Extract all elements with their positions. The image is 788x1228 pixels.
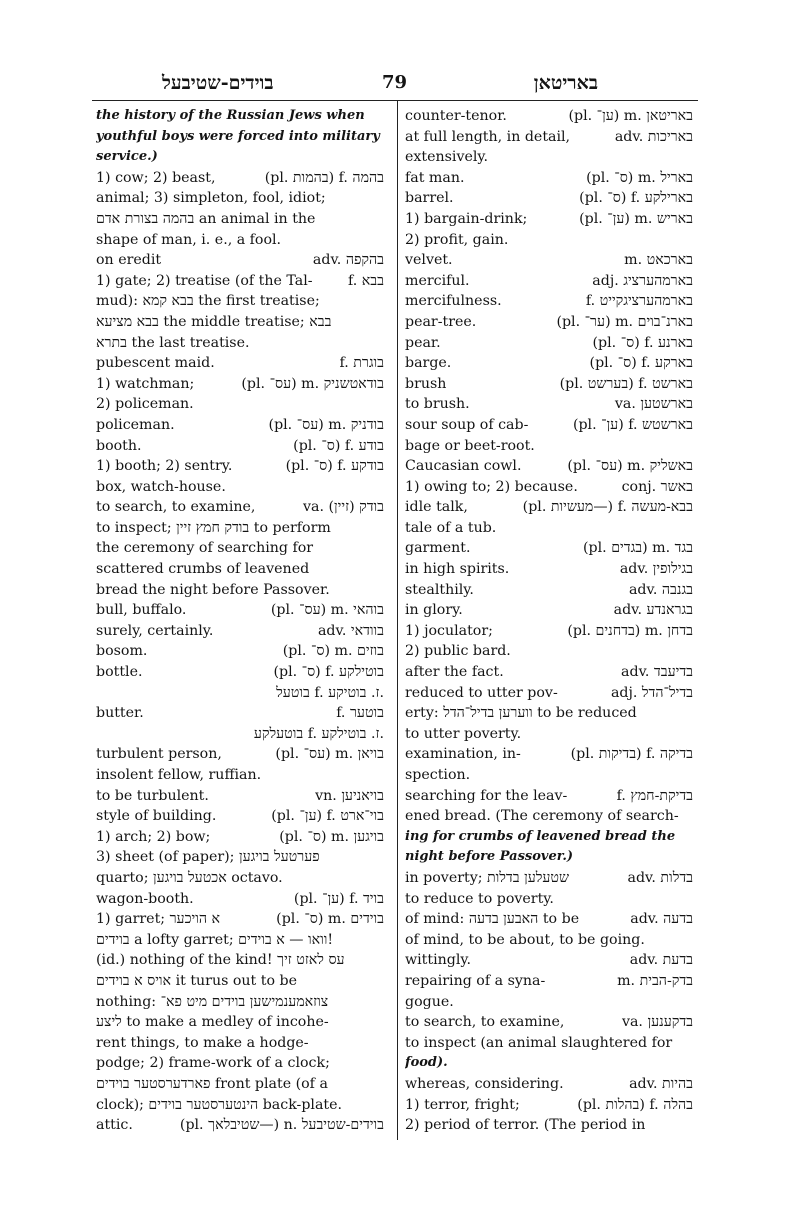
entry-headword: (pl. בדיקות) f. בדיקה (570, 746, 693, 763)
entry-line: בוידים a lofty garret; וואו — א בוידים! (96, 931, 334, 948)
entry-line: clock); הינטערסטער בוידים back-plate. (96, 1096, 343, 1113)
entry-line: night before Passover.) (405, 849, 574, 865)
entry-headword: (pl. ס־) m. בויגען (279, 828, 384, 845)
entry-headword: f. בבא (348, 272, 384, 289)
entry-definition: Caucasian cowl. (405, 458, 522, 475)
entry-line: 2) policeman. (96, 396, 194, 413)
entry-line (405, 662, 693, 683)
entry-line (405, 477, 693, 498)
entry-definition: of mind: האבען בדעה to be (405, 911, 580, 928)
entry-headword: va. בארשטען (614, 396, 693, 413)
entry-line (405, 971, 693, 992)
header-rule (92, 100, 698, 101)
entry-headword: adj. בארמהערציג (592, 272, 693, 289)
entry-line (405, 353, 693, 374)
entry-definition: to be turbulent. (96, 787, 209, 804)
entry-headword: adv. בגנבה (628, 581, 693, 598)
entry-headword: (pl. ס־) f. בוטילקע (273, 664, 384, 681)
entry-definition: 1) booth; 2) sentry. (96, 458, 233, 475)
entry-line (405, 456, 693, 477)
entry-line (405, 950, 693, 971)
entry-line (405, 271, 693, 292)
entry-line (96, 1115, 384, 1136)
entry-line (96, 662, 384, 683)
entry-headword: בוטעלקע f. ז. בוטילקע. (253, 725, 384, 742)
entry-headword: m. בארכאט (624, 252, 693, 269)
entry-line: ened bread. (The ceremony of search- (405, 808, 679, 825)
entry-definition: in poverty; שטעלען בדלות (405, 869, 570, 886)
entry-headword: (pl. ען־) f. בארשטש (572, 416, 693, 433)
entry-headword: adv. בגראנדע (613, 602, 693, 619)
entry-line (405, 621, 693, 642)
entry-line (96, 744, 384, 765)
entry-line (405, 127, 693, 148)
entry-definition: 1) cow; 2) beast, (96, 169, 216, 186)
entry-definition: to search, to examine, (405, 1014, 565, 1031)
entry-definition: 1) terror, fright; (405, 1096, 520, 1113)
entry-headword: (pl. בהלות) f. בהלה (577, 1096, 693, 1113)
entry-line: to utter poverty. (405, 725, 522, 742)
entry-line (405, 1012, 693, 1033)
entry-line: the ceremony of searching for (96, 540, 314, 557)
entry-definition: 1) owing to; 2) because. (405, 478, 578, 495)
entry-line (405, 415, 693, 436)
entry-definition: searching for the leav- (405, 787, 568, 804)
entry-headword: adv. בדעת (629, 952, 693, 969)
entry-line (405, 909, 693, 930)
entry-definition: 1) gate; 2) treatise (of the Tal- (96, 272, 313, 289)
entry-line: to inspect; בודק חמץ זיין to perform (96, 519, 331, 536)
entry-line (405, 1074, 693, 1095)
entry-headword: (pl. ס־) m. בוידים (276, 911, 384, 928)
entry-line (405, 744, 693, 765)
entry-line (96, 436, 384, 457)
entry-headword: conj. באשר (621, 478, 693, 495)
entry-headword: (pl. ס־) f. בודקע (285, 458, 384, 475)
entry-definition: pear. (405, 334, 441, 351)
entry-headword: (pl. ס־) f. בארילקע (579, 190, 693, 207)
entry-definition: to search, to examine, (96, 499, 256, 516)
entry-definition: sour soup of cab- (405, 416, 529, 433)
entry-definition: bull, buffalo. (96, 602, 187, 619)
entry-line (96, 250, 384, 271)
entry-line (96, 374, 384, 395)
entry-definition: in high spirits. (405, 561, 510, 578)
entry-definition: booth. (96, 437, 142, 454)
entry-line (405, 683, 693, 704)
entry-definition: wittingly. (405, 952, 472, 969)
entry-line: youthful boys were forced into military (96, 128, 380, 144)
entry-headword: (pl. ס־) f. בודע (293, 437, 384, 454)
entry-line (96, 909, 384, 930)
entry-headword: adv. בדלות (627, 869, 693, 886)
entry-line: בתרא the last treatise. (96, 334, 250, 351)
right-column (405, 106, 693, 1136)
entry-headword: (pl. שטיבלאך—) n. בוידים-שטיבעל (179, 1117, 384, 1134)
entry-definition: on eredit (96, 252, 162, 269)
entry-line: extensively. (405, 149, 489, 166)
entry-line (405, 1095, 693, 1116)
header-left-guideword: בוידים-שטיבעל (162, 72, 274, 94)
entry-headword: adv. בהיות (629, 1075, 693, 1092)
entry-headword: (pl. ער־) m. בארנ־בוים (556, 313, 693, 330)
entry-line: of mind, to be about, to be going. (405, 931, 645, 948)
entry-line: service.) (96, 149, 158, 165)
entry-headword: (pl. ס־) m. באריל (586, 169, 693, 186)
entry-line (96, 168, 384, 189)
entry-headword: adv. בדעה (630, 911, 693, 928)
entry-line (96, 786, 384, 807)
entry-headword: m. בדק-הבית (617, 972, 693, 989)
entry-line: בבא מציעא the middle treatise; בבא (96, 313, 332, 330)
entry-headword: adv. בוודאי (317, 622, 384, 639)
entry-definition: style of building. (96, 808, 217, 825)
entry-line (96, 683, 384, 704)
entry-headword: va. (זיין) בודק (303, 499, 384, 516)
entry-headword: adv. בגילופין (619, 561, 693, 578)
entry-line (96, 497, 384, 518)
entry-headword: (pl. ען־) m. באריטאן (568, 108, 693, 124)
entry-definition: bosom. (96, 643, 148, 660)
entry-headword: (pl. בערשט) f. בארשט (559, 375, 693, 392)
entry-definition: butter. (96, 705, 144, 722)
entry-definition: policeman. (96, 416, 175, 433)
entry-line (405, 250, 693, 271)
entry-line (405, 188, 693, 209)
entry-line: bread the night before Passover. (96, 581, 330, 598)
entry-line: ליצע to make a medley of incohe- (96, 1014, 329, 1031)
entry-definition: mercifulness. (405, 293, 502, 310)
page-header (92, 58, 698, 98)
entry-headword: (pl. ס־) m. בוזים (282, 643, 384, 660)
entry-definition: at full length, in detail, (405, 128, 571, 145)
entry-line: פארדערסטער בוידים front plate (of a (96, 1075, 328, 1092)
entry-headword: בוטעל f. ז. בוטיקע. (276, 684, 384, 701)
entry-line (405, 868, 693, 889)
entry-line (405, 394, 693, 415)
entry-line: spection. (405, 767, 471, 783)
entry-headword: (pl. בהמות) f. בהמה (264, 169, 384, 186)
page-number: 79 (382, 72, 408, 93)
entry-headword: (pl. עס־) m. באשליק (567, 458, 693, 475)
entry-line (405, 600, 693, 621)
entry-line (96, 415, 384, 436)
entry-definition: fat man. (405, 169, 465, 186)
entry-definition: stealthily. (405, 581, 474, 598)
entry-line: quarto; אכטעל בויגען octavo. (96, 869, 283, 886)
entry-headword: adv. בדיעבד (621, 664, 693, 681)
entry-headword: f. בדיקת-חמץ (616, 787, 693, 804)
entry-line (405, 333, 693, 354)
entry-headword: adj. בדיל־הדל (610, 684, 693, 701)
entry-line: bage or beet-root. (405, 437, 535, 454)
entry-line: nothing: צוזאמענמישען בוידים מיט פא־ (96, 993, 329, 1010)
entry-line: to reduce to poverty. (405, 890, 554, 907)
entry-line: to inspect (an animal slaughtered for (405, 1034, 673, 1051)
entry-headword: (pl. ס־) f. בארנע (592, 334, 693, 351)
entry-line: scattered crumbs of leavened (96, 561, 310, 578)
entry-line: the history of the Russian Jews when (96, 108, 365, 123)
entry-definition: counter-tenor. (405, 108, 507, 124)
entry-headword: (pl. בגדים) m. בגד (583, 540, 693, 557)
entry-definition: 1) arch; 2) bow; (96, 828, 211, 845)
entry-definition: reduced to utter pov- (405, 684, 558, 701)
entry-line: (id.) nothing of the kind! עס לאזט זיך (96, 952, 345, 969)
entry-definition: examination, in- (405, 746, 521, 763)
entry-line: mud): בבא קמא the first treatise; (96, 293, 320, 310)
entry-line: gogue. (405, 993, 454, 1010)
entry-line (405, 538, 693, 559)
entry-definition: garment. (405, 540, 471, 557)
entry-line: box, watch-house. (96, 478, 226, 495)
entry-definition: 1) joculator; (405, 622, 493, 639)
entry-line: shape of man, i. e., a fool. (96, 231, 282, 248)
entry-line (96, 703, 384, 724)
entry-line (405, 786, 693, 807)
entry-line: podge; 2) frame-work of a clock; (96, 1055, 330, 1072)
entry-headword: adv. באריכות (614, 128, 693, 145)
entry-definition: wagon-booth. (96, 890, 194, 907)
entry-line (96, 621, 384, 642)
entry-line (96, 456, 384, 477)
entry-definition: after the fact. (405, 664, 504, 681)
entry-line (405, 168, 693, 189)
entry-line (96, 600, 384, 621)
entry-headword: (pl. עס־) m. בודאטשניק (241, 375, 384, 392)
entry-line (96, 353, 384, 374)
entry-definition: surely, certainly. (96, 622, 214, 639)
entry-line (96, 806, 384, 827)
entry-definition: repairing of a syna- (405, 972, 546, 989)
entry-line (405, 559, 693, 580)
entry-line (405, 291, 693, 312)
entry-line: 2) profit, gain. (405, 231, 509, 248)
entry-line (405, 497, 693, 518)
entry-headword: (pl. עס־) m. בויאן (275, 746, 384, 763)
entry-definition: barge. (405, 355, 452, 372)
entry-line (405, 374, 693, 395)
entry-headword: f. בארמהערציגקייט (585, 293, 693, 310)
entry-line: tale of a tub. (405, 519, 497, 536)
entry-line (405, 106, 693, 127)
entry-line: rent things, to make a hodge- (96, 1034, 309, 1051)
entry-line: 2) period of terror. (The period in (405, 1117, 646, 1134)
entry-definition: pear-tree. (405, 313, 477, 330)
entry-headword: (pl. בדחנים) m. בדחן (567, 622, 693, 639)
entry-definition: 1) bargain-drink; (405, 210, 528, 227)
entry-line (96, 641, 384, 662)
entry-line (96, 889, 384, 910)
entry-definition: brush (405, 375, 447, 392)
entry-headword: (pl. עס־) m. בודניק (268, 416, 384, 433)
entry-definition: barrel. (405, 190, 454, 207)
entry-headword: adv. בהקפה (312, 252, 384, 269)
entry-line: food). (405, 1055, 448, 1071)
entry-line: 2) public bard. (405, 643, 511, 660)
entry-definition: turbulent person, (96, 746, 222, 763)
entry-headword: (pl. מעשיות—) f. בבא-מעשה (522, 499, 693, 516)
entry-headword: (pl. ען־) f. בוי־ארט (271, 808, 384, 825)
entry-headword: vn. בויאניען (315, 787, 384, 804)
entry-headword: (pl. ען־) f. בויד (293, 890, 384, 907)
entry-line: אויס א בוידים it turus out to be (96, 972, 297, 989)
entry-definition: pubescent maid. (96, 355, 215, 372)
entry-line: 3) sheet (of paper); פערטעל בויגען (96, 849, 320, 866)
entry-line (405, 580, 693, 601)
entry-headword: va. בדקענען (621, 1014, 693, 1031)
entry-line (96, 271, 384, 292)
column-divider (397, 100, 398, 1140)
entry-line: ing for crumbs of leavened bread the (405, 828, 676, 844)
entry-line (96, 827, 384, 848)
entry-headword: (pl. ס־) f. בארקע (589, 355, 693, 372)
entry-line: animal; 3) simpleton, fool, idiot; (96, 190, 326, 207)
entry-line: insolent fellow, ruffian. (96, 767, 262, 783)
entry-definition: 1) garret; א הויכער (96, 911, 221, 928)
left-column (96, 106, 384, 1136)
entry-definition: velvet. (405, 252, 453, 269)
entry-definition: 1) watchman; (96, 375, 195, 392)
entry-definition: idle talk, (405, 499, 468, 516)
entry-line (405, 209, 693, 230)
entry-line: בהמה בצורת אדם an animal in the (96, 210, 316, 227)
entry-definition: in glory. (405, 602, 463, 619)
entry-line (405, 312, 693, 333)
entry-definition: merciful. (405, 272, 470, 289)
entry-line (96, 724, 384, 745)
dictionary-page (92, 58, 698, 1138)
entry-definition: whereas, considering. (405, 1075, 564, 1092)
header-right-guideword: באריטאן (533, 72, 598, 94)
entry-headword: f. בוטער (336, 705, 384, 722)
entry-headword: (pl. עס־) m. בוהאי (270, 602, 384, 619)
entry-headword: f. בוגרת (339, 355, 384, 372)
entry-line: erty: ווערען בדיל־הדל to be reduced (405, 705, 637, 722)
entry-definition: bottle. (96, 664, 143, 681)
entry-definition: attic. (96, 1117, 133, 1134)
entry-headword: (pl. ען־) m. באריש (579, 210, 693, 227)
entry-definition: to brush. (405, 396, 470, 413)
